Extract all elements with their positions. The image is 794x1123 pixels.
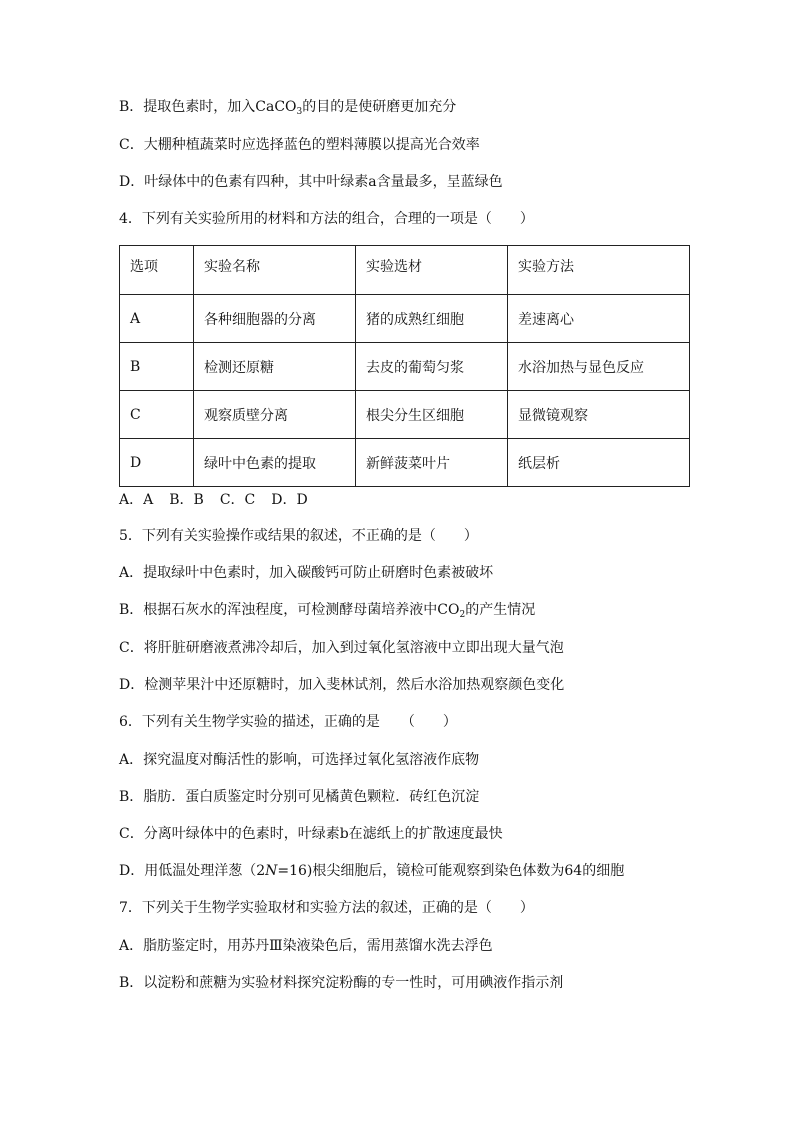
table-cell: 新鲜菠菜叶片 (356, 439, 508, 487)
q4-stem: 4．下列有关实验所用的材料和方法的组合，合理的一项是（ ） (119, 211, 534, 227)
table-cell: 检测还原糖 (194, 343, 356, 391)
table-cell: D (120, 439, 194, 487)
q4-option-b: B．B (169, 492, 204, 508)
q7-option-b: B．以淀粉和蔗糖为实验材料探究淀粉酶的专一性时，可用碘液作指示剂 (119, 975, 564, 991)
table-row (120, 295, 690, 343)
q4-experiment-table (119, 245, 690, 487)
q3-option-c: C．大棚种植蔬菜时应选择蓝色的塑料薄膜以提高光合效率 (119, 137, 480, 153)
q4-options (119, 490, 324, 510)
table-row (120, 391, 690, 439)
table-header-cell: 实验方法 (508, 246, 690, 295)
q6-stem: 6．下列有关生物学实验的描述，正确的是 （ ） (119, 714, 457, 730)
table-cell: 各种细胞器的分离 (194, 295, 356, 343)
q4-option-d: D．D (271, 492, 308, 508)
table-cell: 猪的成熟红细胞 (356, 295, 508, 343)
table-cell: A (120, 295, 194, 343)
table-row (120, 343, 690, 391)
table-cell: 观察质壁分离 (194, 391, 356, 439)
table-cell: 绿叶中色素的提取 (194, 439, 356, 487)
q6-option-c: C．分离叶绿体中的色素时，叶绿素b在滤纸上的扩散速度最快 (119, 826, 503, 842)
q3-option-b (119, 97, 456, 117)
q5-option-b-text: B．根据石灰水的浑浊程度，可检测酵母菌培养液中CO (119, 602, 460, 618)
italic-variable: N (265, 863, 278, 879)
q5-option-a: A．提取绿叶中色素时，加入碳酸钙可防止研磨时色素被破坏 (119, 565, 494, 581)
q5-option-b (119, 600, 535, 620)
table-header-cell: 实验名称 (194, 246, 356, 295)
table-cell: B (120, 343, 194, 391)
q7-option-a: A．脂肪鉴定时，用苏丹Ⅲ染液染色后，需用蒸馏水洗去浮色 (119, 938, 493, 954)
subscript: 3 (296, 107, 303, 117)
table-cell: 水浴加热与显色反应 (508, 343, 690, 391)
table-cell: C (120, 391, 194, 439)
q4-option-a: A．A (119, 492, 154, 508)
table-row (120, 439, 690, 487)
table-cell: 显微镜观察 (508, 391, 690, 439)
q3-option-b-text-end: 的目的是使研磨更加充分 (302, 99, 457, 115)
q5-option-c: C．将肝脏研磨液煮沸冷却后，加入到过氧化氢溶液中立即出现大量气泡 (119, 640, 564, 656)
q5-option-d: D．检测苹果汁中还原糖时，加入斐林试剂，然后水浴加热观察颜色变化 (119, 677, 565, 693)
q6-option-a: A．探究温度对酶活性的影响，可选择过氧化氢溶液作底物 (119, 752, 480, 768)
table-cell: 根尖分生区细胞 (356, 391, 508, 439)
q3-option-d: D．叶绿体中的色素有四种，其中叶绿素a含量最多，呈蓝绿色 (119, 174, 503, 190)
table-cell: 差速离心 (508, 295, 690, 343)
table-cell: 去皮的葡萄匀浆 (356, 343, 508, 391)
q6-option-d-text-end: =16)根尖细胞后，镜检可能观察到染色体数为64的细胞 (277, 863, 625, 879)
q4-option-c: C．C (219, 492, 256, 508)
q3-option-b-text: B．提取色素时，加入CaCO (119, 99, 297, 115)
q5-option-b-text-end: 的产生情况 (465, 602, 536, 618)
q6-option-b: B．脂肪．蛋白质鉴定时分别可见橘黄色颗粒．砖红色沉淀 (119, 789, 480, 805)
table-header-row (120, 246, 690, 295)
q6-option-d (119, 861, 624, 881)
table-header-cell: 选项 (120, 246, 194, 295)
table-cell: 纸层析 (508, 439, 690, 487)
subscript: 2 (459, 610, 466, 620)
q6-option-d-text: D．用低温处理洋葱（2 (119, 863, 266, 879)
q5-stem: 5．下列有关实验操作或结果的叙述，不正确的是（ ） (119, 528, 478, 544)
q7-stem: 7．下列关于生物学实验取材和实验方法的叙述，正确的是（ ） (119, 900, 534, 916)
table-header-cell: 实验选材 (356, 246, 508, 295)
